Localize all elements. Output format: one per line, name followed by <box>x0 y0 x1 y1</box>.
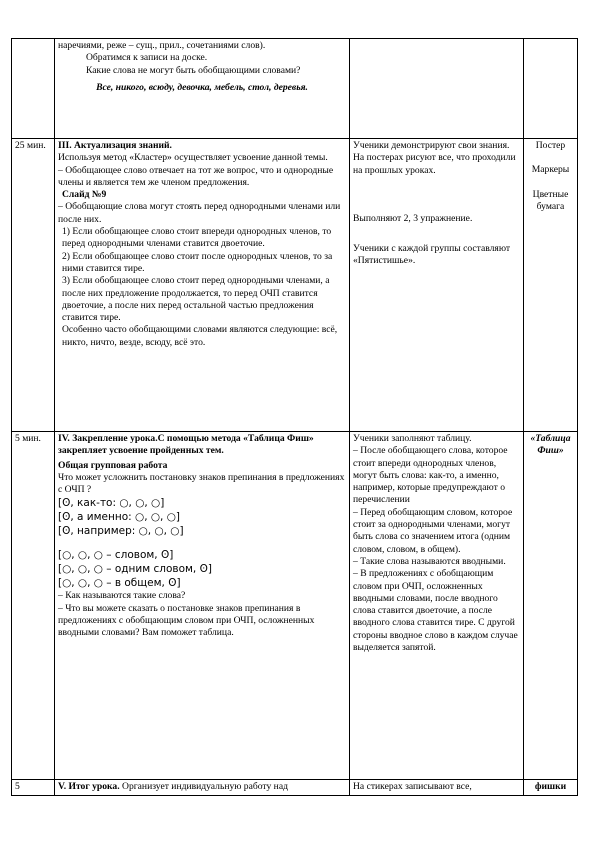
resources-cell <box>524 139 578 432</box>
time-label: 5 <box>15 781 20 792</box>
resource-item: Постер <box>535 140 566 151</box>
resources-cell <box>524 432 578 780</box>
content-line: – Как называются такие слова? <box>58 590 186 602</box>
content-line: 3) Если обобщающее слово стоит перед однородными членами, а после них предложение продолжается, то перед ОЧП ставится двоеточие, а после них перед остальной частью предложения ставится тире. <box>62 275 330 324</box>
scheme-line: [○, ○, ○ – словом, ʘ] <box>58 549 174 562</box>
section-heading: V. Итог урока. <box>58 781 120 792</box>
time-cell <box>12 39 55 139</box>
students-line: – Такие слова называются вводными. <box>353 555 506 567</box>
content-line: – Обобщающее слово отвечает на тот же вопрос, что и однородные члены и является тем же членом предложения. <box>58 164 334 188</box>
content-cell <box>55 39 350 139</box>
students-line: – В предложениях с обобщающим словом при ОЧП, осложненных вводными словами, после вводного слова ставится двоеточие, а после вводного слова ставится тире. С другой стороны вводное слово в каждом случае выделяется запятой. <box>353 568 518 654</box>
section-heading: IV. Закрепление урока. <box>58 433 158 444</box>
subheading: Общая групповая работа <box>58 459 168 471</box>
lesson-plan-table <box>11 38 578 796</box>
time-label: 25 мин. <box>15 140 46 151</box>
resource-item: Маркеры <box>531 164 570 176</box>
resources-cell <box>524 780 578 796</box>
content-line: Все, никого, всюду, девочка, мебель, стол, деревья. <box>96 81 308 93</box>
students-cell <box>350 432 524 780</box>
section-heading: III. Актуализация знаний. <box>58 140 172 151</box>
time-label: 5 мин. <box>15 433 41 444</box>
time-cell <box>12 780 55 796</box>
students-cell <box>350 39 524 139</box>
content-line: Какие слова не могут быть обобщающими словами? <box>86 64 301 76</box>
scheme-line: [○, ○, ○ – одним словом, ʘ] <box>58 563 212 576</box>
section-method: С помощью метода «Таблица Фиш» закрепляет усвоение пройденных тем. <box>58 433 314 457</box>
scheme-line: [ʘ, например: ○, ○, ○] <box>58 525 184 538</box>
content-cell <box>55 139 350 432</box>
table-row <box>12 139 578 432</box>
students-line: – Перед обобщающим словом, которое стоит за однородными членами, могут быть слова со значением итога (одним словом, словом, в общем). <box>353 506 513 555</box>
content-line: наречиями, реже – сущ., прил., сочетаниями слов). <box>58 40 266 51</box>
students-line: Ученики демонстрируют свои знания. На постерах рисуют все, что проходили на прошлых уроках. <box>353 140 516 176</box>
content-line: – Что вы можете сказать о постановке знаков препинания в предложениях с обобщающим словом при ОЧП, осложненных вводными словами? Вам поможет таблица. <box>58 602 315 639</box>
scheme-line: [ʘ, а именно: ○, ○, ○] <box>58 511 180 524</box>
content-cell <box>55 432 350 780</box>
table-row <box>12 39 578 139</box>
scheme-line: [ʘ, как-то: ○, ○, ○] <box>58 497 165 510</box>
content-line: Что может усложнить постановку знаков препинания в предложениях с ОЧП ? <box>58 471 345 496</box>
content-line: 1) Если обобщающее слово стоит впереди однородных членов, то перед однородными членами ставится двоеточие. <box>62 226 332 250</box>
time-cell <box>12 139 55 432</box>
content-line: Особенно часто обобщающими словами являются следующие: всё, никто, ничто, везде, всюду, всё это. <box>62 324 338 348</box>
time-cell <box>12 432 55 780</box>
content-line: 2) Если обобщающее слово стоит после однородных членов, то за ними ставится тире. <box>62 250 333 274</box>
resource-item: Цветные бумага <box>532 188 569 212</box>
content-line: – Обобщающие слова могут стоять перед однородными членами или после них. <box>58 201 341 225</box>
content-line: Используя метод «Кластер» осуществляет усвоение данной темы. <box>58 152 328 164</box>
content-line: Обратимся к записи на доске. <box>86 52 208 64</box>
resources-cell <box>524 39 578 139</box>
students-line: На стикерах записывают все, <box>353 781 472 792</box>
resource-item: «Таблица Фиш» <box>530 433 571 457</box>
students-line: Выполняют 2, 3 упражнение. <box>353 212 473 224</box>
scheme-line: [○, ○, ○ – в общем, ʘ] <box>58 577 181 590</box>
content-line <box>58 433 346 458</box>
content-line <box>58 781 346 793</box>
students-cell <box>350 780 524 796</box>
students-line: – После обобщающего слова, которое стоит впереди однородных членов, могут быть слова: как-то, а именно, например, которые предупреждают о перечислении <box>353 445 508 506</box>
table-row <box>12 780 578 796</box>
slide-label: Слайд №9 <box>62 189 107 201</box>
resource-item: фишки <box>534 781 567 792</box>
students-line: Ученики с каждой группы составляют «Пятистишье». <box>353 243 511 267</box>
content-cell <box>55 780 350 796</box>
content-text: Организует индивидуальную работу над <box>122 781 288 792</box>
table-row <box>12 432 578 780</box>
students-line: Ученики заполняют таблицу. <box>353 433 472 444</box>
students-cell <box>350 139 524 432</box>
